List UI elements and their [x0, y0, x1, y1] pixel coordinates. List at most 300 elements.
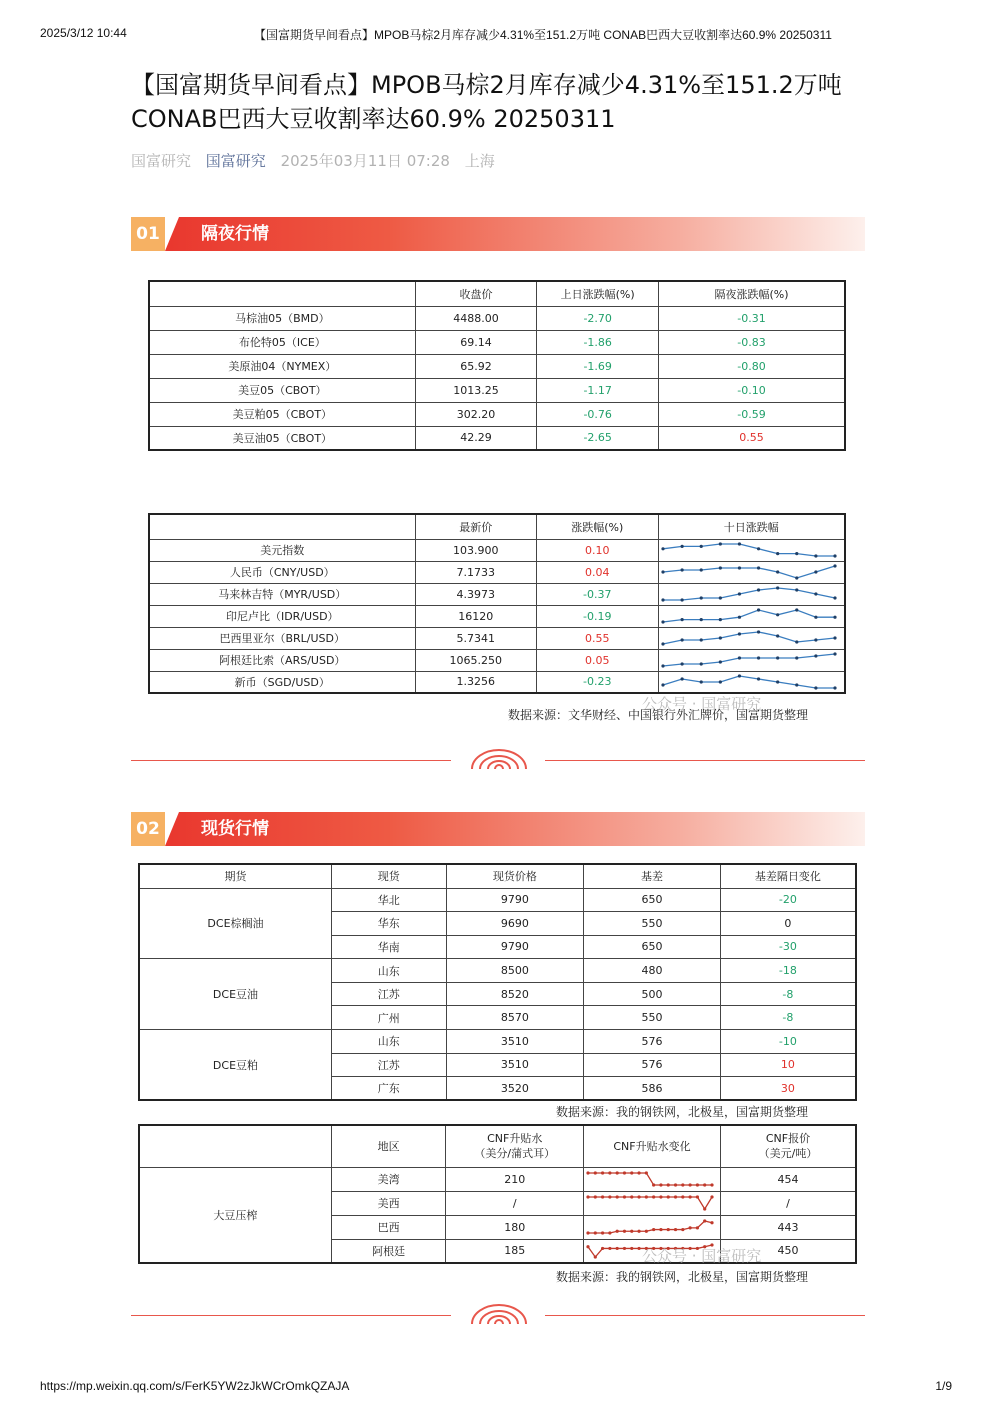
currency-name: 人民币（CNY/USD） [149, 561, 415, 583]
sparkline-point [661, 642, 664, 645]
cnf-premium-trend [583, 1167, 720, 1191]
header-cell: 上日涨跌幅(%) [537, 281, 659, 306]
cnf-premium-trend [583, 1191, 720, 1215]
currency-name: 新币（SGD/USD） [149, 671, 415, 693]
header-cell: 隔夜涨跌幅(%) [659, 281, 845, 306]
sparkline-point [699, 545, 702, 548]
sparkline-point [674, 1183, 677, 1186]
currency-name: 巴西里亚尔（BRL/USD） [149, 627, 415, 649]
sparkline-point [637, 1247, 640, 1250]
section-title: 现货行情 [201, 819, 269, 839]
spot-region: 华南 [331, 935, 446, 959]
sparkline-line [663, 654, 835, 666]
close-price: 1013.25 [415, 378, 537, 402]
cnf-quote: 443 [720, 1215, 856, 1239]
header-cell: CNF升贴水变化 [583, 1125, 720, 1167]
header-cell: 收盘价 [415, 281, 537, 306]
sparkline-point [637, 1195, 640, 1198]
sparkline [659, 562, 839, 582]
cnf-quote: 450 [720, 1239, 856, 1263]
table-row [149, 671, 845, 693]
sparkline-point [737, 674, 740, 677]
spot-price: 8520 [446, 982, 584, 1006]
futures-group: DCE豆粕 [139, 1030, 331, 1101]
sparkline-line [588, 1173, 712, 1185]
sparkline-point [630, 1171, 633, 1174]
sparkline-point [689, 1226, 692, 1229]
sparkline-point [718, 636, 721, 639]
prev-change: -1.86 [537, 330, 659, 354]
sparkline-point [645, 1230, 648, 1233]
change-pct: -0.37 [537, 583, 659, 605]
basis: 650 [584, 888, 721, 912]
sparkline-point [661, 620, 664, 623]
sparkline-point [623, 1171, 626, 1174]
sparkline [659, 628, 839, 648]
publish-datetime: 2025年03月11日 07:28 [280, 152, 450, 170]
sparkline-point [795, 552, 798, 555]
sparkline-point [737, 616, 740, 619]
author: 国富研究 [131, 152, 192, 170]
overnight-change: -0.31 [659, 306, 845, 330]
sparkline-point [616, 1247, 619, 1250]
basis-change: -30 [720, 935, 856, 959]
sparkline-point [710, 1183, 713, 1186]
basis: 650 [584, 935, 721, 959]
sparkline-point [594, 1255, 597, 1258]
print-page-number: 1/9 [935, 1379, 952, 1393]
sparkline-point [661, 570, 664, 573]
sparkline-point [608, 1247, 611, 1250]
sparkline-point [586, 1171, 589, 1174]
basis-change: -8 [720, 1006, 856, 1030]
sparkline-point [776, 586, 779, 589]
fx-table [148, 513, 846, 694]
cloud-ornament-icon [468, 1303, 530, 1325]
sparkline-point [680, 662, 683, 665]
section-number: 01 [131, 217, 165, 251]
instrument-name: 美原油04（NYMEX） [149, 354, 415, 378]
sparkline-point [833, 616, 836, 619]
sparkline-point [586, 1245, 589, 1248]
sparkline [659, 672, 839, 692]
sparkline-point [776, 570, 779, 573]
overnight-change: -0.80 [659, 354, 845, 378]
sparkline-point [680, 568, 683, 571]
currency-name: 印尼卢比（IDR/USD） [149, 605, 415, 627]
ten-day-trend [658, 605, 845, 627]
watermark: 公众号 · 国富研究 [642, 695, 762, 713]
ten-day-trend [658, 671, 845, 693]
sparkline-point [616, 1195, 619, 1198]
sparkline-point [652, 1228, 655, 1231]
sparkline-point [699, 680, 702, 683]
cnf-premium: / [446, 1191, 584, 1215]
basis-change: -18 [720, 959, 856, 983]
basis: 500 [584, 982, 721, 1006]
futures-table [148, 280, 846, 451]
sparkline-line [663, 632, 835, 644]
sparkline-point [699, 596, 702, 599]
banner-notch [165, 217, 179, 251]
sparkline-point [608, 1231, 611, 1234]
spot-price: 9790 [446, 935, 584, 959]
sparkline-point [645, 1171, 648, 1174]
sparkline-point [718, 618, 721, 621]
sparkline-point [718, 680, 721, 683]
sparkline-point [594, 1195, 597, 1198]
print-url: https://mp.weixin.qq.com/s/FerK5YW2zJkWCrOmkQZAJA [40, 1379, 350, 1393]
sparkline-point [623, 1247, 626, 1250]
sparkline-line [663, 566, 835, 578]
basis-change: -20 [720, 888, 856, 912]
header-cell [149, 281, 415, 306]
change-pct: -0.23 [537, 671, 659, 693]
basis: 550 [584, 912, 721, 936]
sparkline-point [661, 598, 664, 601]
section-divider [131, 748, 865, 774]
header-cell: CNF报价 （美元/吨） [720, 1125, 856, 1167]
cnf-source-note: 数据来源：我的钢铁网，北极星，国富期货整理 [556, 1270, 809, 1284]
sparkline-point [601, 1231, 604, 1234]
sparkline-point [776, 656, 779, 659]
close-price: 69.14 [415, 330, 537, 354]
latest-price: 7.1733 [415, 561, 537, 583]
section-title: 隔夜行情 [201, 224, 269, 244]
sparkline-point [696, 1226, 699, 1229]
sparkline-point [814, 686, 817, 689]
banner-notch [165, 812, 179, 846]
basis: 586 [584, 1077, 721, 1101]
sparkline-point [601, 1195, 604, 1198]
overnight-change: -0.59 [659, 402, 845, 426]
sparkline-point [681, 1228, 684, 1231]
section-banner-overnight [131, 217, 865, 251]
close-price: 4488.00 [415, 306, 537, 330]
prev-change: -0.76 [537, 402, 659, 426]
sparkline-point [680, 618, 683, 621]
ten-day-trend [658, 583, 845, 605]
sparkline-point [833, 636, 836, 639]
futures-group: DCE棕榈油 [139, 888, 331, 959]
change-pct: 0.04 [537, 561, 659, 583]
spot-table [138, 863, 857, 1101]
spot-region: 广州 [331, 1006, 446, 1030]
table-row [149, 306, 845, 330]
sparkline-point [776, 634, 779, 637]
cnf-region: 美西 [331, 1191, 446, 1215]
sparkline [584, 1217, 716, 1237]
sparkline-point [776, 680, 779, 683]
sparkline-point [718, 566, 721, 569]
sparkline-point [637, 1171, 640, 1174]
close-price: 302.20 [415, 402, 537, 426]
sparkline-point [696, 1183, 699, 1186]
header-cell: 期货 [139, 864, 331, 888]
sparkline [659, 606, 839, 626]
sparkline-point [814, 570, 817, 573]
header-cell [139, 1125, 331, 1167]
table-row [149, 402, 845, 426]
header-cell: 最新价 [415, 514, 537, 539]
cnf-region: 阿根廷 [331, 1239, 446, 1263]
publish-location: 上海 [464, 152, 495, 170]
sparkline-point [659, 1228, 662, 1231]
sparkline-line [588, 1197, 712, 1209]
basis-change: -10 [720, 1030, 856, 1054]
table-row [139, 1167, 856, 1191]
header-cell: 地区 [331, 1125, 446, 1167]
sparkline-point [608, 1171, 611, 1174]
table-row [149, 561, 845, 583]
prev-change: -1.69 [537, 354, 659, 378]
cnf-region: 美湾 [331, 1167, 446, 1191]
sparkline-point [699, 662, 702, 665]
spot-region: 华东 [331, 912, 446, 936]
sparkline-point [814, 638, 817, 641]
sparkline-point [696, 1195, 699, 1198]
header-cell: 基差 [584, 864, 721, 888]
instrument-name: 美豆油05（CBOT） [149, 426, 415, 450]
sparkline-line [663, 544, 835, 556]
sparkline-point [594, 1171, 597, 1174]
sparkline-point [608, 1195, 611, 1198]
overnight-change: 0.55 [659, 426, 845, 450]
latest-price: 103.900 [415, 539, 537, 561]
currency-name: 阿根廷比索（ARS/USD） [149, 649, 415, 671]
article-title: 【国富期货早间看点】MPOB马棕2月库存减少4.31%至151.2万吨 CONAB巴西大豆收割率达60.9% 20250311 [131, 71, 842, 133]
spot-price: 3520 [446, 1077, 584, 1101]
sparkline-point [630, 1247, 633, 1250]
sparkline-point [756, 547, 759, 550]
sparkline-point [689, 1183, 692, 1186]
instrument-name: 美豆粕05（CBOT） [149, 402, 415, 426]
spot-price: 9690 [446, 912, 584, 936]
sparkline-point [737, 592, 740, 595]
sparkline-point [814, 592, 817, 595]
sparkline-point [674, 1228, 677, 1231]
spot-source-note: 数据来源：我的钢铁网，北极星，国富期货整理 [556, 1105, 809, 1119]
spot-price: 3510 [446, 1053, 584, 1077]
spot-region: 江苏 [331, 982, 446, 1006]
sparkline-point [776, 552, 779, 555]
sparkline-point [680, 598, 683, 601]
sparkline-point [623, 1195, 626, 1198]
table-row [149, 426, 845, 450]
table-row [139, 959, 856, 983]
divider-line [545, 760, 865, 761]
change-pct: 0.55 [537, 627, 659, 649]
sparkline-point [586, 1195, 589, 1198]
sparkline-point [661, 547, 664, 550]
cnf-quote: / [720, 1191, 856, 1215]
basis: 550 [584, 1006, 721, 1030]
latest-price: 16120 [415, 605, 537, 627]
sparkline-point [833, 652, 836, 655]
cnf-region: 巴西 [331, 1215, 446, 1239]
sparkline-point [776, 613, 779, 616]
close-price: 42.29 [415, 426, 537, 450]
spot-region: 华北 [331, 888, 446, 912]
header-cell: 十日涨跌幅 [658, 514, 845, 539]
sparkline-point [833, 564, 836, 567]
sparkline-point [601, 1171, 604, 1174]
cnf-table [138, 1124, 857, 1264]
sparkline-point [623, 1230, 626, 1233]
sparkline-point [718, 660, 721, 663]
divider-line [545, 1315, 865, 1316]
sparkline-point [601, 1247, 604, 1250]
sparkline-point [795, 576, 798, 579]
sparkline-point [814, 654, 817, 657]
table-row [149, 627, 845, 649]
table-row [149, 330, 845, 354]
sparkline-point [718, 596, 721, 599]
table-row [149, 354, 845, 378]
currency-name: 马来林吉特（MYR/USD） [149, 583, 415, 605]
divider-line [131, 1315, 451, 1316]
change-pct: 0.10 [537, 539, 659, 561]
prev-change: -2.65 [537, 426, 659, 450]
sparkline-point [667, 1195, 670, 1198]
ten-day-trend [658, 627, 845, 649]
sparkline [584, 1193, 716, 1213]
sparkline-point [699, 568, 702, 571]
table-row [139, 1030, 856, 1054]
header-cell: 涨跌幅(%) [537, 514, 659, 539]
currency-name: 美元指数 [149, 539, 415, 561]
sparkline-point [667, 1183, 670, 1186]
sparkline-point [667, 1228, 670, 1231]
futures-group: DCE豆油 [139, 959, 331, 1030]
sparkline-point [616, 1230, 619, 1233]
sparkline-point [645, 1195, 648, 1198]
table-row [139, 888, 856, 912]
cnf-premium-trend [583, 1215, 720, 1239]
cloud-ornament-icon [468, 748, 530, 770]
sparkline-point [680, 677, 683, 680]
sparkline-point [737, 566, 740, 569]
sparkline-point [756, 566, 759, 569]
change-pct: -0.19 [537, 605, 659, 627]
basis-change: 0 [720, 912, 856, 936]
table-row [149, 583, 845, 605]
table-row [149, 649, 845, 671]
spot-region: 江苏 [331, 1053, 446, 1077]
sparkline-line [663, 610, 835, 622]
instrument-name: 布伦特05（ICE） [149, 330, 415, 354]
overnight-change: -0.10 [659, 378, 845, 402]
sparkline-point [833, 686, 836, 689]
sparkline [659, 540, 839, 560]
sparkline-point [586, 1231, 589, 1234]
watermark: 公众号 · 国富研究 [642, 1247, 762, 1265]
sparkline-point [699, 618, 702, 621]
section-banner-spot [131, 812, 865, 846]
table-row [149, 378, 845, 402]
basis-change: 10 [720, 1053, 856, 1077]
spot-region: 山东 [331, 1030, 446, 1054]
ten-day-trend [658, 561, 845, 583]
table-row [149, 605, 845, 627]
print-date: 2025/3/12 10:44 [40, 26, 127, 40]
header-cell: 现货价格 [446, 864, 584, 888]
sparkline-point [637, 1230, 640, 1233]
divider-line [131, 760, 451, 761]
sparkline-point [756, 656, 759, 659]
sparkline-point [652, 1195, 655, 1198]
sparkline-point [661, 664, 664, 667]
section-divider [131, 1303, 865, 1329]
ten-day-trend [658, 649, 845, 671]
prev-change: -2.70 [537, 306, 659, 330]
header-cell [149, 514, 415, 539]
article-meta [131, 150, 505, 171]
account-link[interactable]: 国富研究 [205, 152, 266, 170]
sparkline-point [680, 545, 683, 548]
sparkline-point [652, 1183, 655, 1186]
sparkline [584, 1169, 716, 1189]
latest-price: 1.3256 [415, 671, 537, 693]
table-row [149, 539, 845, 561]
cnf-premium: 180 [446, 1215, 584, 1239]
sparkline [659, 650, 839, 670]
sparkline-point [659, 1195, 662, 1198]
sparkline-point [710, 1195, 713, 1198]
sparkline-point [689, 1195, 692, 1198]
header-cell: 基差隔日变化 [720, 864, 856, 888]
header-cell: 现货 [331, 864, 446, 888]
prev-change: -1.17 [537, 378, 659, 402]
basis: 576 [584, 1053, 721, 1077]
sparkline-point [795, 683, 798, 686]
sparkline-point [737, 656, 740, 659]
sparkline-point [814, 616, 817, 619]
sparkline-point [703, 1207, 706, 1210]
sparkline-point [681, 1183, 684, 1186]
cnf-premium: 210 [446, 1167, 584, 1191]
sparkline-point [661, 683, 664, 686]
sparkline-point [659, 1183, 662, 1186]
sparkline-point [795, 588, 798, 591]
instrument-name: 美豆05（CBOT） [149, 378, 415, 402]
sparkline-point [680, 638, 683, 641]
sparkline-point [795, 656, 798, 659]
spot-price: 8570 [446, 1006, 584, 1030]
sparkline-point [737, 632, 740, 635]
spot-price: 9790 [446, 888, 584, 912]
cnf-premium: 185 [446, 1239, 584, 1263]
basis-change: 30 [720, 1077, 856, 1101]
sparkline-point [833, 596, 836, 599]
basis-change: -8 [720, 982, 856, 1006]
sparkline-point [699, 638, 702, 641]
sparkline-line [588, 1221, 712, 1233]
ten-day-trend [658, 539, 845, 561]
basis: 576 [584, 1030, 721, 1054]
basis: 480 [584, 959, 721, 983]
sparkline-point [681, 1195, 684, 1198]
change-pct: 0.05 [537, 649, 659, 671]
sparkline-point [795, 640, 798, 643]
sparkline-point [756, 630, 759, 633]
sparkline-point [814, 554, 817, 557]
spot-region: 山东 [331, 959, 446, 983]
sparkline-point [756, 588, 759, 591]
sparkline-point [630, 1230, 633, 1233]
latest-price: 5.7341 [415, 627, 537, 649]
header-cell: CNF升贴水 （美分/蒲式耳） [446, 1125, 584, 1167]
